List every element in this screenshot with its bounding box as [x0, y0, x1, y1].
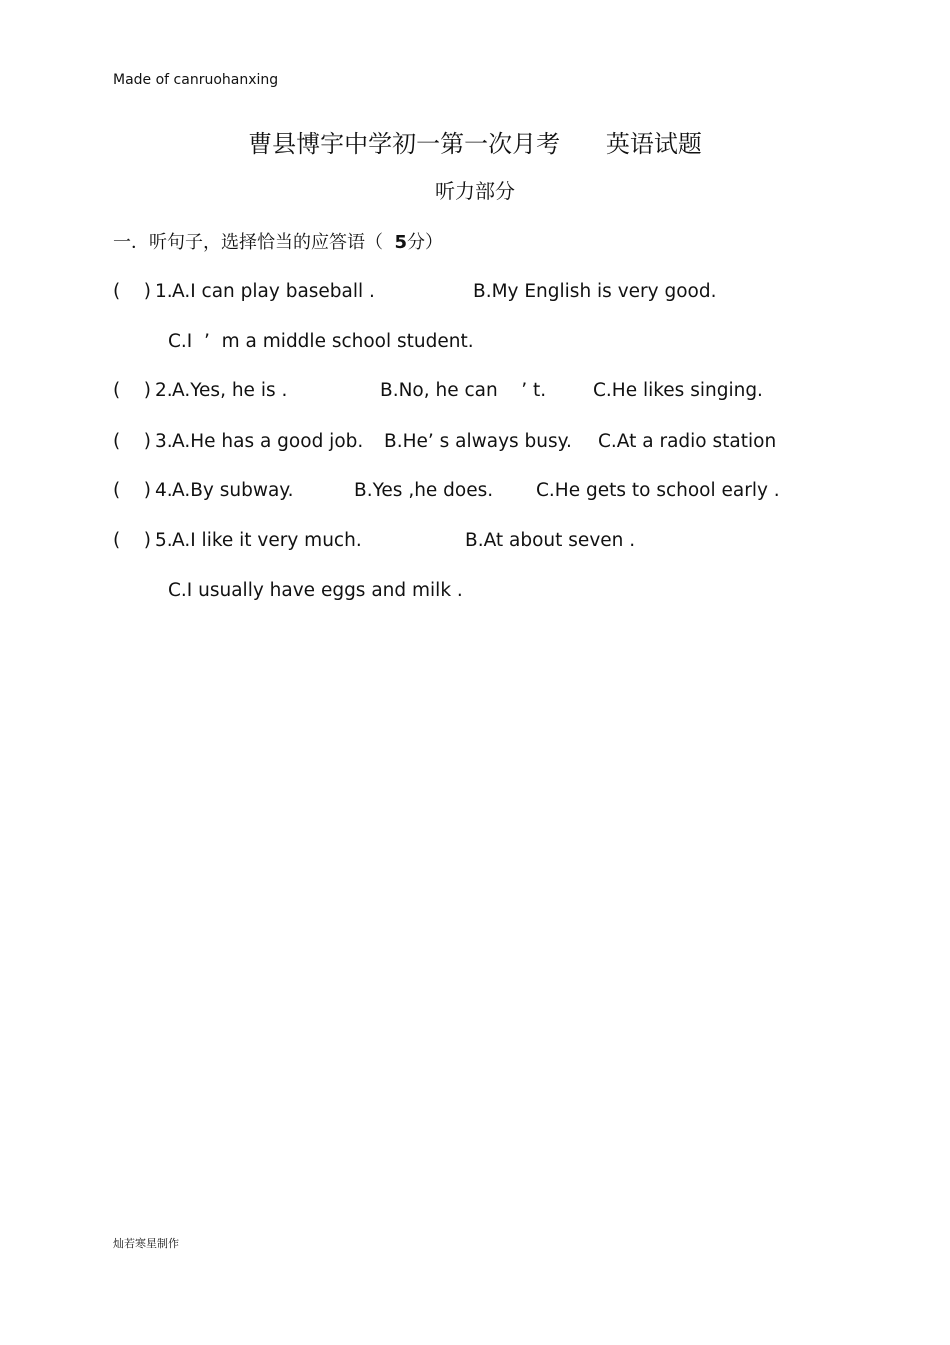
option-b: B.Yes ,he does.: [354, 480, 494, 501]
option-c: C.I usually have eggs and milk .: [168, 580, 463, 601]
option-a: A.I can play baseball .: [172, 281, 375, 302]
option-b: B.He’ s always busy.: [384, 431, 572, 452]
question-number: 3.: [155, 431, 173, 452]
answer-blank: ( ): [113, 480, 151, 501]
option-a: A.Yes, he is .: [172, 380, 288, 401]
section-subtitle: 听力部分: [435, 179, 515, 203]
option-c: C.He likes singing.: [593, 380, 763, 401]
option-c: C.At a radio station: [598, 431, 777, 452]
option-b: B.No, he can ’ t.: [380, 380, 547, 401]
option-a: A.I like it very much.: [172, 530, 362, 551]
option-b: B.At about seven .: [465, 530, 636, 551]
option-c: C.He gets to school early .: [536, 480, 780, 501]
question-number: 1.: [155, 281, 173, 302]
answer-blank: ( ): [113, 380, 151, 401]
section-heading: [113, 228, 443, 254]
section-points: 5: [394, 232, 407, 253]
option-a: A.He has a good job.: [172, 431, 364, 452]
answer-blank: ( ): [113, 530, 151, 551]
option-a: A.By subway.: [172, 480, 294, 501]
footer-note: 灿若寒星制作: [113, 1237, 179, 1250]
question-number: 2.: [155, 380, 173, 401]
page-title: 曹县博宇中学初一第一次月考 英语试题: [248, 130, 702, 158]
question-number: 5.: [155, 530, 173, 551]
section-suffix: 分）: [406, 232, 443, 253]
question-number: 4.: [155, 480, 173, 501]
header-note: Made of canruohanxing: [113, 72, 279, 88]
option-b: B.My English is very good.: [473, 281, 717, 302]
option-c: C.I ’ m a middle school student.: [168, 331, 474, 352]
answer-blank: ( ): [113, 431, 151, 452]
answer-blank: ( ): [113, 281, 151, 302]
section-prefix: 一．听句子，选择恰当的应答语（: [113, 232, 395, 253]
